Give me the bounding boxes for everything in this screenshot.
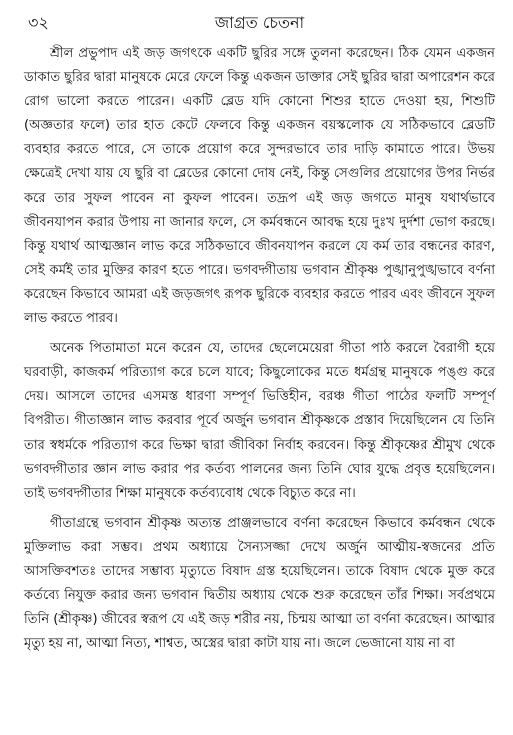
paragraph-2: অনেক পিতামাতা মনে করেন যে, তাদের ছেলেমেয়েরা গীতা পাঠ করলে বৈরাগী হয়ে ঘরবাড়ী, কাজকর্ম পরিত্যাগ করে চলে যাবে; কিছুলোকের মতে ধর্মগ্রন্থ মানুষকে পঙ্গু করে দেয়। আসলে তাদের এসমস্ত ধারণা সম্পূর্ণ ভিত্তিহীন, বরঞ্চ গীতা পাঠের ফলটি সম্পূর্ণ বিপরীত। গীতাজ্ঞান লাভ করবার পূর্বে অর্জুন ভগবান শ্রীকৃষ্ণকে প্রস্তাব দিয়েছিলেন যে তিনি তার স্বধর্মকে পরিত্যাগ করে ভিক্ষা দ্বারা জীবিকা নির্বাহ করবেন। কিন্তু শ্রীকৃষ্ণের শ্রীমুখ থেকে ভগবদ্গীতার জ্ঞান লাভ করার পর কর্তব্য পালনের জন্য তিনি ঘোর যুদ্ধে প্রবৃত্ত হয়েছিলেন। তাই ভগবদ্গীতার শিক্ষা মানুষকে কর্তব্যবোধ থেকে বিচ্যুত করে না।	[24, 341, 495, 501]
page-header	[24, 6, 495, 36]
body-text	[24, 42, 495, 656]
page-number: ৩২	[28, 13, 49, 32]
running-title: জাগ্রত চেতনা	[214, 13, 305, 32]
paragraph-1: শ্রীল প্রভুপাদ এই জড় জগৎকে একটি ছুরির সঙ্গে তুলনা করেছেন। ঠিক যেমন একজন ডাকাত ছুরির দ্বারা মানুষকে মেরে ফেলে কিন্তু একজন ডাক্তার সেই ছুরির দ্বারা অপারেশন করে রোগ ভালো করতে পারেন। একটি ব্লেড যদি কোনো শিশুর হাতে দেওয়া হয়, শিশুটি (অজ্ঞতার ফলে) তার হাত কেটে ফেলবে কিন্তু একজন বয়স্কলোক যে সঠিকভাবে ব্লেডটি ব্যবহার করতে পারে, সে তাকে প্রয়োগ করে সুন্দরভাবে তার দাড়ি কামাতে পারে। উভয় ক্ষেত্রেই দেখা যায় যে ছুরি বা ব্লেডের কোনো দোষ নেই, কিন্তু সেগুলির প্রয়োগের উপর নির্ভর করে তার সুফল পাবেন না কুফল পাবেন। তদ্রূপ এই জড় জগতে মানুষ যথার্থভাবে জীবনযাপন করার উপায় না জানার ফলে, সে কর্মবন্ধনে আবদ্ধ হয়ে দুঃখ দুর্দশা ভোগ করছে। কিন্তু যথার্থ আত্মজ্ঞান লাভ করে সঠিকভাবে জীবনযাপন করলে যে কর্ম তার বন্ধনের কারণ, সেই কর্মই তার মুক্তির কারণ হতে পারে। ভগবদ্গীতায় ভগবান শ্রীকৃষ্ণ পুঙ্খানুপুঙ্খভাবে বর্ণনা করেছেন কিভাবে আমরা এই জড়জগৎ রূপক ছুরিকে ব্যবহার করতে পারব এবং জীবনে সুফল লাভ করতে পারব।	[24, 46, 495, 327]
paragraph-3: গীতাগ্রন্থে ভগবান শ্রীকৃষ্ণ অত্যন্ত প্রাঞ্জলভাবে বর্ণনা করেছেন কিভাবে কর্মবন্ধন থেকে মুক্তিলাভ করা সম্ভব। প্রথম অধ্যায়ে সৈন্যসজ্জা দেখে অর্জুন আত্মীয়-স্বজনের প্রতি আসক্তিবশতঃ তাদের সম্ভাব্য মৃত্যুতে বিষাদ গ্রস্ত হয়েছিলেন। তাকে বিষাদ থেকে মুক্ত করে কর্তব্যে নিযুক্ত করার জন্য ভগবান দ্বিতীয় অধ্যায় থেকে শুরু করেছেন তাঁর শিক্ষা। সর্বপ্রথমে তিনি (শ্রীকৃষ্ণ) জীবের স্বরূপ যে এই জড় শরীর নয়, চিন্ময় আত্মা তা বর্ণনা করেছেন। আত্মার মৃত্যু হয় না, আত্মা নিত্য, শাশ্বত, অস্ত্রের দ্বারা কাটা যায় না। জলে ভেজানো যায় না বা	[24, 515, 495, 652]
